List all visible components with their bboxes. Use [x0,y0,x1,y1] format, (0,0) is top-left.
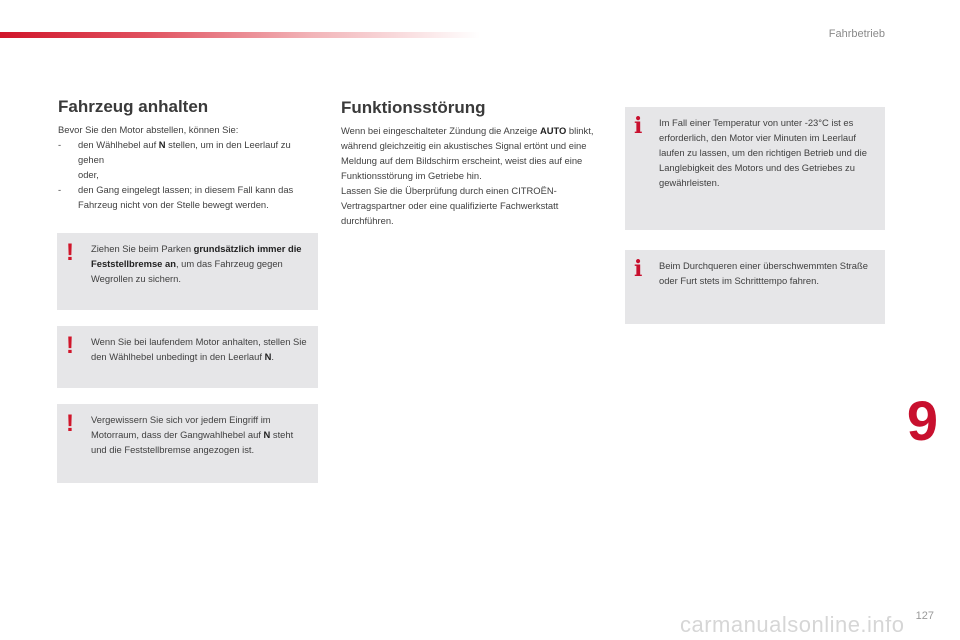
gear-n-label: N [158,139,166,150]
stopping-instructions [58,122,318,212]
exclamation-warning-icon: ! [66,239,74,266]
warning-box-neutral: ! Wenn Sie bei laufendem Motor anhalten, stellen Sie den Wählhebel unbedingt in den Leerlauf N. [57,326,318,388]
exclamation-warning-icon: ! [66,410,74,437]
section-title: Fahrbetrieb [828,28,885,40]
stopping-intro: Bevor Sie den Motor abstellen, können Sie: [58,124,239,135]
list-dash: - [58,184,62,195]
info-box-low-temperature: i Im Fall einer Temperatur von unter -23°C ist es erforderlich, den Motor vier Minuten im Leerlauf laufen zu lassen, um den richtigen Betrieb und die Langlebigkeit des Motors und des Getriebes zu gewährleisten. [625,107,885,230]
stopping-options-list [58,137,318,212]
malfunction-text [341,123,599,228]
watermark-text: carmanualsonline.info [680,612,905,637]
heading-stopping: Fahrzeug anhalten [58,97,209,116]
auto-indicator-label: AUTO [539,125,567,136]
info-box-flooded-road: i Beim Durchqueren einer überschwemmten Straße oder Furt stets im Schritttempo fahren. [625,250,885,324]
list-dash: - [58,139,62,150]
chapter-number: 9 [906,389,938,452]
warning-box-engine-bay: ! Vergewissern Sie sich vor jedem Eingriff im Motorraum, dass der Gangwahlhebel auf N steht und die Feststellbremse angezogen ist. [57,404,318,483]
info-icon: i [634,256,643,282]
heading-malfunction: Funktionsstörung [341,98,486,117]
list-item: - den Wählhebel auf N stellen, um in den Leerlauf zu gehen [58,139,291,165]
malfunction-advice: Lassen Sie die Überprüfung durch einen CITROËN-Vertragspartner oder eine qualifizierte Fachwerkstatt durchführen. [341,185,559,226]
exclamation-warning-icon: ! [66,332,74,359]
list-item: - den Gang eingelegt lassen; in diesem Fall kann das Fahrzeug nicht von der Stelle bewegt werden. [58,184,294,210]
info-icon: i [634,113,643,139]
malfunction-paragraph: Wenn bei eingeschalteter Zündung die Anzeige AUTO blinkt, während gleichzeitig ein akustisches Signal ertönt und eine Meldung auf dem Bildschirm erscheint, weist dies auf eine Funktionsstörung im Getriebe hin. [341,125,594,181]
page-number: 127 [915,610,934,622]
header-accent-bar [0,32,480,38]
or-text: oder, [78,169,99,180]
warning-box-parking-brake: ! Ziehen Sie beim Parken grundsätzlich immer die Feststellbremse an, um das Fahrzeug gegen Wegrollen zu sichern. [57,233,318,310]
